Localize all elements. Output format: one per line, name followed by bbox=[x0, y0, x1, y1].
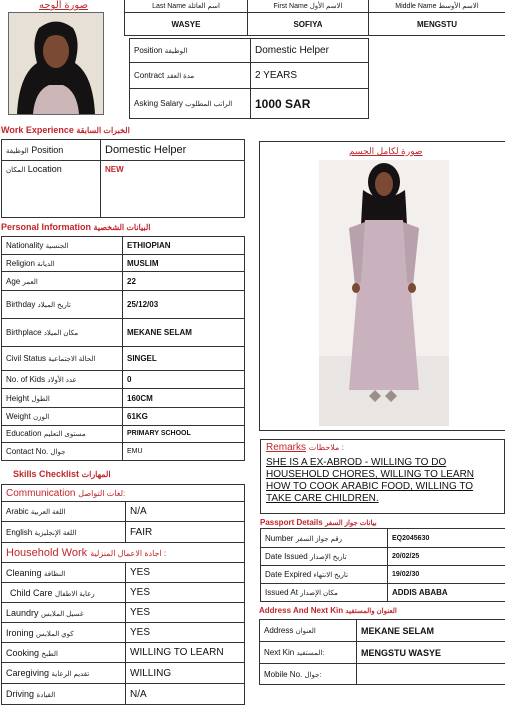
ironing-value: YES bbox=[126, 623, 245, 643]
position-value: Domestic Helper bbox=[251, 39, 369, 63]
table-row bbox=[2, 603, 245, 623]
cooking-value: WILLING TO LEARN bbox=[126, 643, 245, 663]
body-photo-frame bbox=[259, 141, 505, 431]
table-row bbox=[260, 642, 505, 664]
height-value: 160CM bbox=[123, 389, 245, 407]
contract-label: Contract مدة العقد bbox=[130, 63, 251, 89]
first-name-value: SOFIYA bbox=[248, 13, 369, 36]
civil-status-label: Civil Status الحالة الاجتماعية bbox=[2, 346, 123, 371]
mobile-value bbox=[357, 664, 505, 685]
communication-subheading: Communication لغات التواصل: bbox=[2, 485, 245, 502]
issued-at-label: Issued At مكان الإصدار bbox=[261, 584, 388, 602]
english-label: English اللغة الإنجليزية bbox=[2, 522, 126, 543]
contract-value: 2 YEARS bbox=[251, 63, 369, 89]
table-row bbox=[2, 255, 245, 272]
we-location-label: المكان Location bbox=[2, 161, 101, 218]
table-row bbox=[261, 548, 505, 566]
passport-table bbox=[260, 528, 505, 602]
weight-label: Weight الوزن bbox=[2, 407, 123, 425]
communication-subheading-row bbox=[2, 485, 245, 502]
age-label: Age العمر bbox=[2, 272, 123, 291]
middle-name-header: Middle Name الاسم الأوسط bbox=[369, 0, 505, 13]
driving-label: Driving القيادة bbox=[2, 684, 126, 705]
remarks-title: Remarks ملاحظات : bbox=[266, 442, 344, 453]
arabic-value: N/A bbox=[126, 502, 245, 522]
english-value: FAIR bbox=[126, 522, 245, 543]
table-row bbox=[2, 643, 245, 663]
date-issued-label: Date Issued تاريخ الإصدار bbox=[261, 548, 388, 566]
nationality-label: Nationality الجنسية bbox=[2, 237, 123, 255]
table-row bbox=[2, 371, 245, 389]
table-row bbox=[2, 140, 245, 161]
birthday-label: Birthday تاريخ الميلاد bbox=[2, 291, 123, 319]
face-photo-title: صورة الوجه bbox=[39, 0, 88, 11]
full-body-image bbox=[319, 160, 449, 426]
kids-label: No. of Kids عدد الأولاد bbox=[2, 371, 123, 389]
passport-number-value: EQ2045630 bbox=[388, 529, 505, 548]
asking-salary-value: 1000 SAR bbox=[251, 89, 369, 119]
last-name-value: WASYE bbox=[125, 13, 248, 36]
laundry-value: YES bbox=[126, 603, 245, 623]
table-row bbox=[2, 442, 245, 460]
middle-name-value: MENGSTU bbox=[369, 13, 505, 36]
birthplace-label: Birthplace مكان الميلاد bbox=[2, 319, 123, 347]
height-label: Height الطول bbox=[2, 389, 123, 407]
table-row bbox=[261, 566, 505, 584]
laundry-label: Laundry غسيل الملابس bbox=[2, 603, 126, 623]
address-heading: Address And Next Kin العنوان والمستفيد bbox=[259, 606, 397, 615]
personal-info-table bbox=[1, 236, 245, 461]
religion-value: MUSLIM bbox=[123, 255, 245, 272]
summary-row bbox=[130, 39, 369, 63]
remarks-text: SHE IS A EX-ABROD - WILLING TO DO HOUSEHOLD CHORES, WILLING TO LEARN HOW TO COOK ARABIC FOOD, WILLING TO TAKE CARE CHILDREN. bbox=[266, 457, 498, 505]
address-value: MEKANE SELAM bbox=[357, 620, 505, 642]
table-row bbox=[261, 584, 505, 602]
cleaning-label: Cleaning النظافة bbox=[2, 563, 126, 583]
arabic-label: Arabic اللغة العربية bbox=[2, 502, 126, 522]
table-row bbox=[2, 502, 245, 522]
table-row bbox=[2, 346, 245, 371]
table-row bbox=[2, 583, 245, 603]
table-row bbox=[2, 663, 245, 684]
summary-row bbox=[130, 89, 369, 119]
weight-value: 61KG bbox=[123, 407, 245, 425]
contact-label: Contact No. جوال bbox=[2, 442, 123, 460]
contact-value: EMU bbox=[123, 442, 245, 460]
household-subheading-row bbox=[2, 543, 245, 563]
table-row bbox=[261, 529, 505, 548]
driving-value: N/A bbox=[126, 684, 245, 705]
next-kin-label: Next Kin المستفيد: bbox=[260, 642, 357, 664]
personal-info-heading: Personal Information البيانات الشخصية bbox=[1, 222, 150, 232]
table-row bbox=[2, 407, 245, 425]
childcare-value: YES bbox=[126, 583, 245, 603]
birthplace-value: MEKANE SELAM bbox=[123, 319, 245, 347]
table-row bbox=[2, 161, 245, 218]
table-row bbox=[2, 272, 245, 291]
table-row bbox=[260, 664, 505, 685]
caregiving-value: WILLING bbox=[126, 663, 245, 684]
position-label: Position الوظيفة bbox=[130, 39, 251, 63]
cooking-label: Cooking الطبخ bbox=[2, 643, 126, 663]
table-row bbox=[2, 425, 245, 442]
table-row bbox=[2, 563, 245, 583]
we-position-value: Domestic Helper bbox=[101, 140, 245, 161]
body-photo-title: صورة لكامل الجسم bbox=[349, 146, 423, 157]
summary-table bbox=[129, 38, 369, 119]
skills-heading: Skills Checklist المهارات bbox=[13, 469, 111, 479]
last-name-header: Last Name اسم العائلة bbox=[125, 0, 248, 13]
date-expired-value: 19/02/30 bbox=[388, 566, 505, 584]
portrait-image bbox=[9, 13, 103, 114]
next-kin-value: MENGSTU WASYE bbox=[357, 642, 505, 664]
first-name-header: First Name الاسم الأول bbox=[248, 0, 369, 13]
table-row bbox=[260, 620, 505, 642]
names-table bbox=[124, 0, 505, 36]
table-row bbox=[2, 684, 245, 705]
date-expired-label: Date Expired تاريخ الانتهاء bbox=[261, 566, 388, 584]
cleaning-value: YES bbox=[126, 563, 245, 583]
remarks-box bbox=[260, 439, 505, 514]
household-subheading: Household Work اجادة الاعمال المنزلية : bbox=[2, 543, 245, 563]
age-value: 22 bbox=[123, 272, 245, 291]
table-row bbox=[2, 623, 245, 643]
work-experience-table bbox=[1, 139, 245, 218]
table-row bbox=[2, 319, 245, 347]
ironing-label: Ironing كوي الملابس bbox=[2, 623, 126, 643]
issued-at-value: ADDIS ABABA bbox=[388, 584, 505, 602]
asking-salary-label: Asking Salary الراتب المطلوب bbox=[130, 89, 251, 119]
mobile-label: Mobile No. جوال: bbox=[260, 664, 357, 685]
address-table bbox=[259, 619, 505, 685]
table-row bbox=[2, 291, 245, 319]
we-position-label: الوظيفة Position bbox=[2, 140, 101, 161]
passport-number-label: Number رقم جواز السفر bbox=[261, 529, 388, 548]
table-row bbox=[2, 389, 245, 407]
work-experience-heading: Work Experience الخبرات السابقة bbox=[1, 125, 130, 135]
birthday-value: 25/12/03 bbox=[123, 291, 245, 319]
we-location-value: NEW bbox=[101, 161, 245, 218]
education-value: PRIMARY SCHOOL bbox=[123, 425, 245, 442]
civil-status-value: SINGEL bbox=[123, 346, 245, 371]
childcare-label: Child Care رعاية الاطفال bbox=[2, 583, 126, 603]
address-label: Address العنوان bbox=[260, 620, 357, 642]
caregiving-label: Caregiving تقديم الرعاية bbox=[2, 663, 126, 684]
nationality-value: ETHIOPIAN bbox=[123, 237, 245, 255]
table-row bbox=[2, 237, 245, 255]
date-issued-value: 20/02/25 bbox=[388, 548, 505, 566]
table-row bbox=[2, 522, 245, 543]
face-photo bbox=[8, 12, 104, 115]
kids-value: 0 bbox=[123, 371, 245, 389]
religion-label: Religion الديانة bbox=[2, 255, 123, 272]
education-label: Education مستوى التعليم bbox=[2, 425, 123, 442]
summary-row bbox=[130, 63, 369, 89]
skills-table bbox=[1, 484, 245, 705]
passport-heading: Passport Details بيانات جواز السفر bbox=[260, 518, 377, 527]
